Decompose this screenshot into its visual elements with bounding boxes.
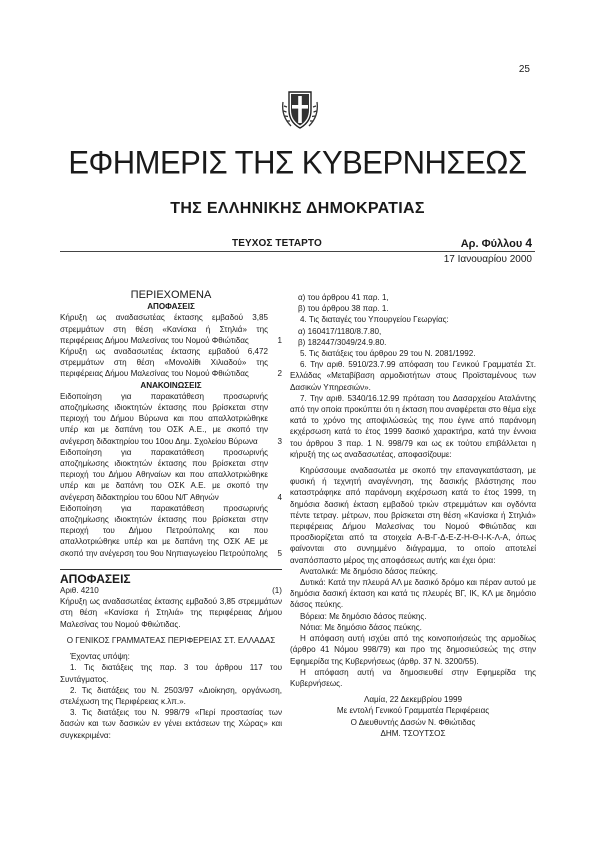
decision-authority: Ο ΓΕΝΙΚΟΣ ΓΡΑΜΜΑΤΕΑΣ ΠΕΡΙΦΕΡΕΙΑΣ ΣΤ. ΕΛΛΑΔΑΣ <box>66 635 276 645</box>
decisions-section <box>60 569 282 741</box>
contents-item[interactable] <box>60 503 282 559</box>
decision-having: Έχοντας υπόψη: <box>70 652 130 662</box>
contents-item-text: Ειδοποίηση για παρακατάθεση προσωρινής αποζημίωσης ιδιοκτητών έκτασης που βρίσκεται στην περιοχή του Δήμου Πετρούπολης και που απαλλοτριώθηκε υπέρ και με δαπάνη της ΟΣΚ ΑΕ με σκοπό την ανέγερση του 9ου Νηπιαγωγείου Πετρούπολης <box>60 503 268 558</box>
contents-item[interactable] <box>60 391 282 447</box>
left-column <box>60 290 282 741</box>
page-number: 25 <box>518 64 530 75</box>
decision-clause: β) 182447/3049/24.9.80. <box>298 337 387 347</box>
decision-clause: 1. Τις διατάξεις της παρ. 3 του άρθρου 117 του Συντάγματος. <box>60 663 282 684</box>
decision-number: Αριθ. 4210 <box>60 586 99 596</box>
gazette-subtitle: ΤΗΣ ΕΛΛΗΝΙΚΗΣ ΔΗΜΟΚΡΑΤΙΑΣ <box>170 200 425 217</box>
decision-clause: 4. Τις διαταγές του Υπουργείου Γεωργίας: <box>300 315 449 325</box>
contents-item-page: 4 <box>277 492 282 502</box>
signature-role: Ο Διευθυντής Δασών Ν. Φθιώτιδας <box>350 717 476 727</box>
contents-item-text: Ειδοποίηση για παρακατάθεση προσωρινής αποζημίωσης ιδιοκτητών έκτασης που βρίσκεται στην περιοχή του Δήμου Βύρωνα και που απαλλοτριώθηκε υπέρ και με δαπάνη του ΟΣΚ Α.Ε., με σκοπό την ανέγερση διδακτηρίου του 10ου Δημ. Σχολείου Βύρωνα <box>60 391 268 446</box>
right-column <box>290 292 536 739</box>
contents-heading: ΠΕΡΙΕΧΟΜΕΝΑ <box>130 289 212 301</box>
contents-item-page: 5 <box>277 548 282 558</box>
issue-date: 17 Ιανουαρίου 2000 <box>443 254 532 265</box>
boundary-east: Ανατολικά: Με δημόσιο δάσος πεύκης. <box>300 566 438 576</box>
decision-clause: 3. Τις διατάξεις του Ν. 998/79 «Περί προστασίας των δασών και των δασικών εν γένει εκτάσεων της Χώρας» και συγκεκριμένα: <box>60 708 282 740</box>
signature-place-date: Λαμία, 22 Δεκεμβρίου 1999 <box>363 695 463 705</box>
decision-clause: α) του άρθρου 41 παρ. 1, <box>298 293 389 302</box>
contents-item-text: Κήρυξη ως αναδασωτέας έκτασης εμβαδού 6,472 στρεμμάτων στη θέση «Μονολίθι Χιλιαδού» της περιφέρειας Δήμου Μαλεσίνας του Νομού Φθιώτιδας <box>60 347 268 379</box>
contents-item[interactable] <box>60 447 282 503</box>
contents-item-page: 2 <box>277 369 282 379</box>
decision-clause: α) 160417/1180/8.7.80, <box>298 326 382 336</box>
contents-item[interactable] <box>60 346 282 380</box>
boundary-west: Δυτικά: Κατά την πλευρά ΑΛ με δασικό δρόμο και πέραν αυτού με δημόσια δασική έκταση και κατά τις πλευρές ΒΓ, ΙΚ, ΚΛ με δημόσιο δάσος πεύκης. <box>290 578 536 610</box>
contents-section-announcements: ΑΝΑΚΟΙΝΩΣΕΙΣ <box>140 380 202 390</box>
contents-item-text: Ειδοποίηση για παρακατάθεση προσωρινής αποζημίωσης ιδιοκτητών έκτασης που βρίσκεται στην περιοχή του Δήμου Αθηναίων και που απαλλοτριώθηκε υπέρ και με δαπάνη του ΟΣΚ Α.Ε. με σκοπό την ανέγερση διδακτηρίου του 60ου Ν/Γ Αθηνών <box>60 447 268 502</box>
boundary-south: Νότια: Με δημόσιο δάσος πεύκης. <box>300 622 422 632</box>
boundary-north: Βόρεια: Με δημόσιο δάσος πεύκης. <box>300 611 427 621</box>
decision-validity: Η απόφαση αυτή ισχύει από της κοινοποιήσεώς της αρμοδίως (άρθρο 41 Νόμου 998/79) και προ της δημοσιεύσεώς της στην Εφημερίδα της Κυβερνήσεως (άρθρ. 37 Ν. 3200/55). <box>290 634 536 666</box>
decision-clause: β) του άρθρου 38 παρ. 1. <box>298 304 389 314</box>
decision-clause: 5. Τις διατάξεις του άρθρου 29 του Ν. 2081/1992. <box>300 349 476 359</box>
decision-publish: Η απόφαση αυτή να δημοσιευθεί στην Εφημερίδα της Κυβερνήσεως. <box>290 667 536 688</box>
header-divider <box>60 251 535 252</box>
decision-declaration: Κηρύσσουμε αναδασωτέα με σκοπό την επαναγκατάσταση, με φυσική ή τεχνητή αναγέννηση, της δασικής βλάστησης που καταστράφηκε από παράνομη εκχέρσωση κατά το έτος 1999, τη δημόσια δασική έκταση εμβαδού τριών στρεμμάτων και ογδόντα πέντε τετραγ. μέτρων, που βρίσκεται στη θέση «Κανίσκα ή Στηλιά» περιφέρειας Δήμου Μαλεσίνας του Νομού Φθιώτιδας και προσδιορίζεται από τα στοιχεία Α-Β-Γ-Δ-Ε-Ζ-Η-Θ-Ι-Κ-Λ-Α, όπως φαίνονται στο συνημμένο διάγραμμα, το οποίο αποτελεί αναπόσπαστο μέρος της αποφάσεως αυτής και έχει όρια: <box>290 466 536 565</box>
sheet-number-value: 4 <box>525 236 532 250</box>
contents-section-decisions: ΑΠΟΦΑΣΕΙΣ <box>147 302 195 312</box>
signature-order: Με εντολή Γενικού Γραμματέα Περιφέρειας <box>336 706 490 716</box>
contents-item[interactable] <box>60 312 282 346</box>
sheet-number-label: Αρ. Φύλλου <box>460 238 523 250</box>
decision-summary: Κήρυξη ως αναδασωτέας έκτασης εμβαδού 3,85 στρεμμάτων στη θέση «Κανίσκα ή Στηλιά» της περιφέρειας Δήμου Μαλεσίνας του Νομού Φθιώτιδας. <box>60 597 282 629</box>
signature-name: ΔΗΜ. ΤΣΟΥΤΣΟΣ <box>380 728 446 738</box>
greek-coat-of-arms-icon <box>281 90 319 130</box>
decisions-heading: ΑΠΟΦΑΣΕΙΣ <box>60 571 131 586</box>
decision-index: (1) <box>272 586 282 596</box>
contents-item-page: 3 <box>277 436 282 446</box>
issue-volume: ΤΕΥΧΟΣ ΤΕΤΑΡΤΟ <box>232 238 322 249</box>
contents-item-page: 1 <box>277 335 282 345</box>
decision-clause: 2. Τις διατάξεις του Ν. 2503/97 «Διοίκηση, οργάνωση, στελέχωση της Περιφέρειας κ.λπ.». <box>60 685 282 706</box>
decision-clause: 7. Την αριθ. 5340/16.12.99 πρόταση του Δασαρχείου Αταλάντης από την οποία προκύπτει ότι η έκταση που αναφέρεται στο θέμα είχε κατά το χρόνο της αποψιλώσεώς της που έγινε από παράνομη εκχέρσωση κατά το έτος 1999 δασικό χαρακτήρα, κατά την έννοια του άρθρου 3 παρ. 1 Ν. 998/79 και ως εκ τούτου επιβάλλεται η κήρυξή της ως αναδασωτέας, αποφασίζουμε: <box>290 393 536 459</box>
decision-clause: 6. Την αριθ. 5910/23.7.99 απόφαση του Γενικού Γραμματέα Στ. Ελλάδας «Μεταβίβαση αρμοδιοτήτων στους Προϊσταμένους των Δασικών Υπηρεσιών». <box>290 360 536 392</box>
contents-item-text: Κήρυξη ως αναδασωτέας έκτασης εμβαδού 3,85 στρεμμάτων στη θέση «Κανίσκα ή Στηλιά» της περιφέρειας Δήμου Μαλεσίνας του Νομού Φθιώτιδας <box>60 313 268 345</box>
gazette-title: ΕΦΗΜΕΡΙΣ ΤΗΣ ΚΥΒΕΡΝΗΣΕΩΣ <box>68 144 527 181</box>
decision-number-row <box>60 585 282 596</box>
sheet-number <box>461 236 532 250</box>
